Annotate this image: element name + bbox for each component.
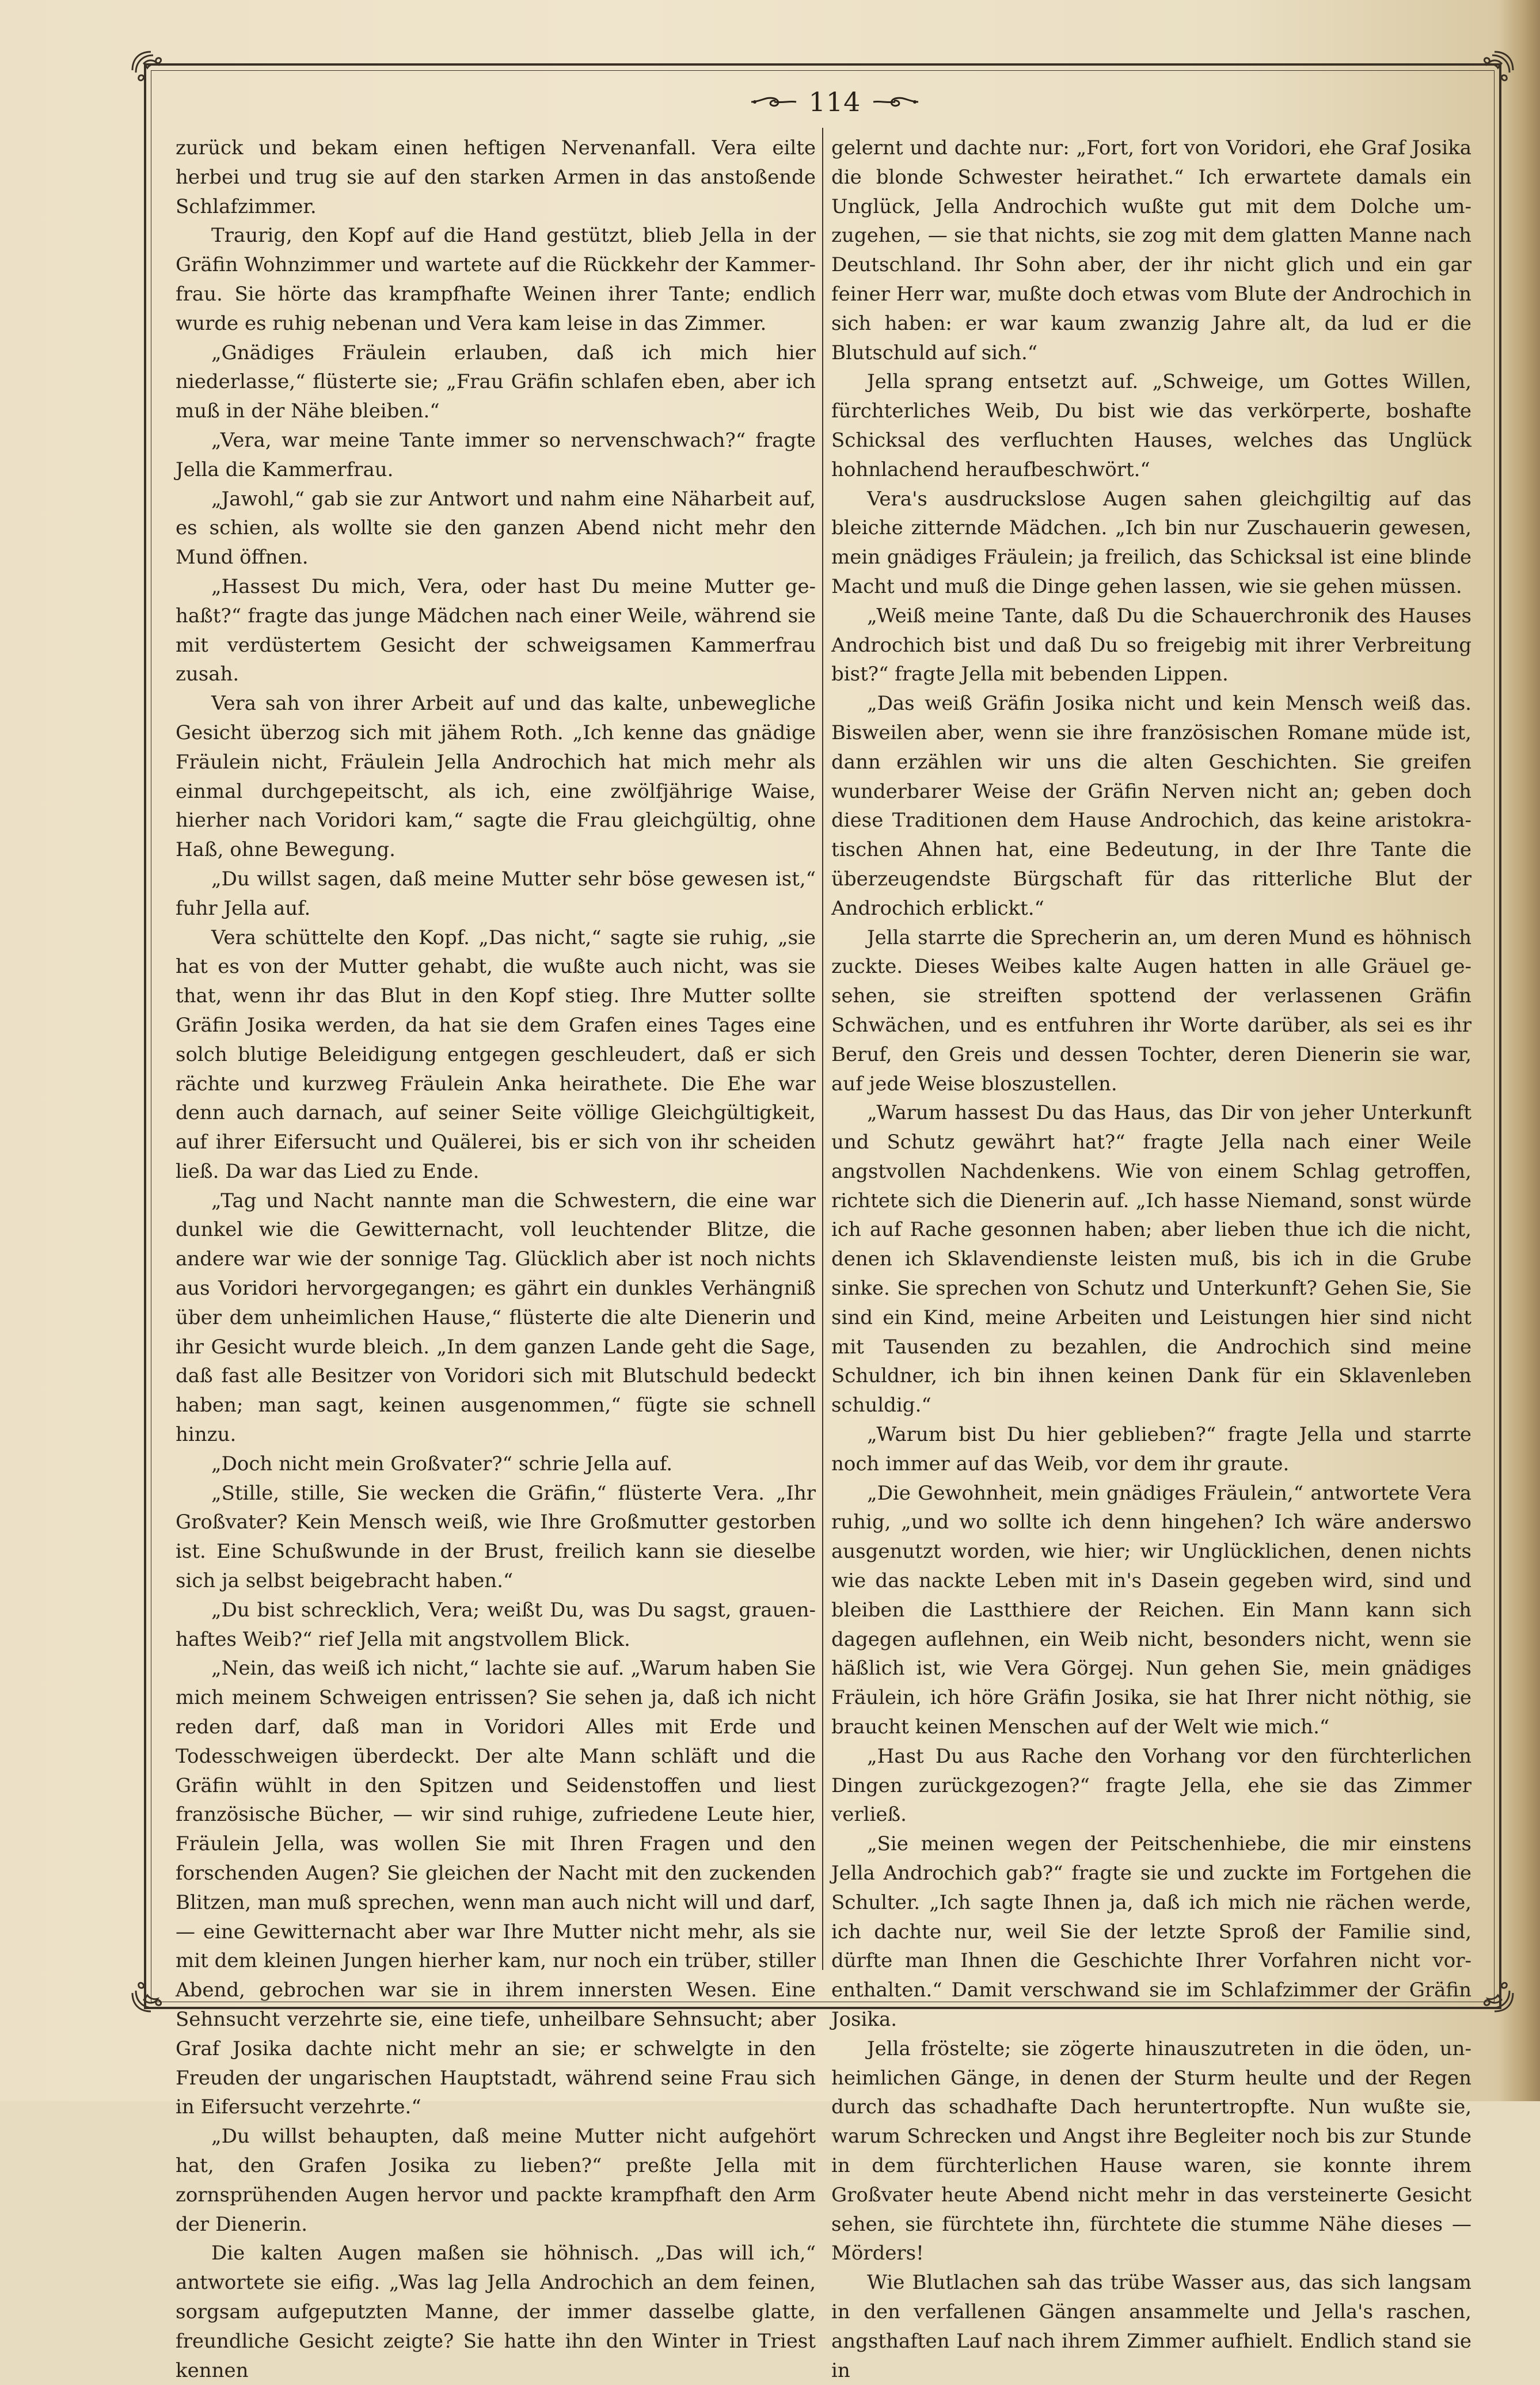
paragraph: Jella starrte die Sprecherin an, um deren Mund es höhnisch zuckte. Dieses Weibes kalte Augen hatten in alle Gräuel gesehen, sie streiften spottend der verlassenen Gräfin Schwächen, und es entfuhren ihr Worte darüber, als sei es ihr Beruf, den Greis und dessen Tochter, deren Dienerin sie war, auf jede Weise bloszustellen. — [831, 926, 1471, 1095]
right-column — [831, 134, 1471, 2382]
paragraph: Jella sprang entsetzt auf. „Schweige, um Gottes Willen, fürchterliches Weib, Du bist wie das verkörperte, boshafte Schicksal des verfluchten Hauses, welches das Unglück hohnlachend heraufbeschwört.“ — [831, 370, 1471, 481]
corner-ornament-icon — [128, 1976, 168, 2016]
paragraph: Die kalten Augen maßen sie höhnisch. „Das will ich,“ antwortete sie eifig. „Was lag Jella Androchich an dem feinen, sorgsam aufgeputzten Manne, der immer dasselbe glatte, freundliche Gesicht zeigte? Sie hatte ihn den Winter in Triest kennen — [176, 2242, 816, 2382]
flourish-left-icon — [749, 90, 798, 113]
paragraph: Wie Blutlachen sah das trübe Wasser aus, das sich langsam in den verfallenen Gängen ansammelte und Jella's raschen, angsthaften Lauf nach ihrem Zimmer aufhielt. Endlich stand sie in — [831, 2271, 1471, 2382]
paragraph: „Du willst behaupten, daß meine Mutter nicht aufgehört hat, den Grafen Josika zu lieben?“ preßte Jella mit zornsprühenden Augen hervor und packte krampfhaft den Arm der Dienerin. — [176, 2125, 816, 2236]
paragraph: „Weiß meine Tante, daß Du die Schauerchronik des Hauses Androchich bist und daß Du so freigebig mit ihrer Verbreitung bist?“ fragte Jella mit bebenden Lippen. — [831, 604, 1471, 686]
paragraph: „Das weiß Gräfin Josika nicht und kein Mensch weiß das. Bisweilen aber, wenn sie ihre französischen Romane müde ist, dann erzählen wir uns die alten Geschichten. Sie greifen wunderbarer Weise der Gräfin Nerven nicht an; geben doch diese Traditionen dem Hause Androchich, das keine aristokratischen Ahnen hat, eine Bedeutung, in der Ihre Tante die überzeugendste Bürgschaft für das ritterliche Blut der Androchich erblickt.“ — [831, 692, 1471, 920]
paragraph: „Gnädiges Fräulein erlauben, daß ich mich hier niederlasse,“ flüsterte sie; „Frau Gräfin schlafen eben, aber ich muß in der Nähe bleiben.“ — [176, 341, 816, 423]
paragraph: Jella fröstelte; sie zögerte hinauszutreten in die öden, unheimlichen Gänge, in denen der Sturm heulte und der Regen durch das schadhafte Dach heruntertropfte. Nun wußte sie, warum Schrecken und Angst ihre Begleiter noch bis zur Stunde in dem fürchterlichen Hause waren, sie konnte ihrem Großvater heute Abend nicht mehr in das versteinerte Gesicht sehen, sie fürchtete ihn, fürchtete die stumme Nähe dieses — Mörders! — [831, 2037, 1471, 2265]
left-column — [176, 134, 816, 2382]
page-number: 114 — [808, 86, 861, 117]
page-edge-shadow — [1500, 0, 1540, 2101]
paragraph: Vera schüttelte den Kopf. „Das nicht,“ sagte sie ruhig, „sie hat es von der Mutter gehabt, die wußte auch nicht, was sie that, wenn ihr das Blut in den Kopf stieg. Ihre Mutter sollte Gräfin Josika werden, da hat sie dem Grafen eines Tages eine solch blutige Beleidigung entgegen geschleudert, daß er sich rächte und kurzweg Fräulein Anka heirathete. Die Ehe war denn auch darnach, auf seiner Seite völlige Gleichgültigkeit, auf ihrer Eifersucht und Quälerei, bis er sich von ihr scheiden ließ. Da war das Lied zu Ende. — [176, 926, 816, 1183]
corner-ornament-icon — [1477, 47, 1518, 88]
paragraph: „Du willst sagen, daß meine Mutter sehr böse gewesen ist,“ fuhr Jella auf. — [176, 867, 816, 920]
paragraph: „Hast Du aus Rache den Vorhang vor den fürchterlichen Dingen zurückgezogen?“ fragte Jella, ehe sie das Zimmer verließ. — [831, 1744, 1471, 1827]
paragraph: „Vera, war meine Tante immer so nervenschwach?“ fragte Jella die Kammerfrau. — [176, 428, 816, 481]
paragraph: „Sie meinen wegen der Peitschenhiebe, die mir einstens Jella Androchich gab?“ fragte sie und zuckte im Fortgehen die Schulter. „Ich sagte Ihnen ja, daß ich mich nie rächen werde, ich dachte nur, weil Sie der letzte Sproß der Familie sind, dürfte man Ihnen die Geschichte Ihrer Vorfahren nicht vorenthalten.“ Damit verschwand sie im Schlafzimmer der Gräfin Josika. — [831, 1832, 1471, 2031]
paragraph: „Tag und Nacht nannte man die Schwestern, die eine war dunkel wie die Gewitternacht, voll leuchtender Blitze, die andere war wie der sonnige Tag. Glücklich aber ist noch nichts aus Voridori hervorgegangen; es gährt ein dunkles Verhängniß über dem unheimlichen Hause,“ flüsterte die alte Dienerin und ihr Gesicht wurde bleich. „In dem ganzen Lande geht die Sage, daß fast alle Besitzer von Voridori sich mit Blutschuld bedeckt haben; man sagt, keinen ausgenommen,“ fügte sie schnell hinzu. — [176, 1189, 816, 1447]
paragraph: Vera's ausdruckslose Augen sahen gleichgiltig auf das bleiche zitternde Mädchen. „Ich bin nur Zuschauerin gewesen, mein gnädiges Fräulein; ja freilich, das Schicksal ist eine blinde Macht und muß die Dinge gehen lassen, wie sie gehen müssen. — [831, 487, 1471, 598]
corner-ornament-icon — [128, 47, 168, 88]
paragraph: Vera sah von ihrer Arbeit auf und das kalte, unbewegliche Gesicht überzog sich mit jähem Roth. „Ich kenne das gnädige Fräulein nicht, Fräulein Jella Androchich hat mich mehr als einmal durchgepeitscht, als ich, eine zwölfjährige Waise, hierher nach Voridori kam,“ sagte die Frau gleichgültig, ohne Haß, ohne Bewegung. — [176, 692, 816, 862]
paragraph: „Warum hassest Du das Haus, das Dir von jeher Unterkunft und Schutz gewährt hat?“ fragte Jella nach einer Weile angstvollen Nachdenkens. Wie von einem Schlag getroffen, richtete sich die Dienerin auf. „Ich hasse Niemand, sonst würde ich auf Rache gesonnen haben; aber lieben thue ich die nicht, denen ich Sklavendienste leisten muß, bis ich in die Grube sinke. Sie sprechen von Schutz und Unterkunft? Gehen Sie, Sie sind ein Kind, meine Arbeiten und Leistungen hier sind nicht mit Tausenden zu bezahlen, die Androchich sind meine Schuldner, ich bin ihnen keinen Dank für ein Sklavenleben schuldig.“ — [831, 1101, 1471, 1417]
paragraph: „Hassest Du mich, Vera, oder hast Du meine Mutter gehaßt?“ fragte das junge Mädchen nach einer Weile, während sie mit verdüstertem Gesicht der schweigsamen Kammerfrau zusah. — [176, 575, 816, 686]
paragraph: „Doch nicht mein Großvater?“ schrie Jella auf. — [211, 1452, 673, 1475]
page-header — [720, 82, 950, 122]
paragraph: „Stille, stille, Sie wecken die Gräfin,“ flüsterte Vera. „Ihr Großvater? Kein Mensch weiß, wie Ihre Großmutter gestorben ist. Eine Schußwunde in der Brust, freilich kann sie dieselbe sich ja selbst beigebracht haben.“ — [176, 1481, 816, 1593]
paragraph: Traurig, den Kopf auf die Hand gestützt, blieb Jella in der Gräfin Wohnzimmer und wartete auf die Rückkehr der Kammerfrau. Sie hörte das krampfhafte Weinen ihrer Tante; endlich wurde es ruhig nebenan und Vera kam leise in das Zimmer. — [176, 224, 816, 335]
corner-ornament-icon — [1477, 1976, 1518, 2016]
paragraph: „Jawohl,“ gab sie zur Antwort und nahm eine Näharbeit auf, es schien, als wollte sie den ganzen Abend nicht mehr den Mund öffnen. — [176, 487, 816, 569]
column-divider — [822, 128, 823, 1970]
paragraph: zurück und bekam einen heftigen Nervenanfall. Vera eilte herbei und trug sie auf den starken Armen in das anstoßende Schlafzimmer. — [176, 136, 816, 218]
paragraph: „Warum bist Du hier geblieben?“ fragte Jella und starrte noch immer auf das Weib, vor dem ihr graute. — [831, 1423, 1471, 1475]
paragraph: „Die Gewohnheit, mein gnädiges Fräulein,“ antwortete Vera ruhig, „und wo sollte ich denn hingehen? Ich wäre anderswo ausgenutzt worden, wie hier; wir Unglücklichen, denen nichts wie das nackte Leben mit in's Dasein gegeben wird, sind und bleiben die Lastthiere der Reichen. Ein Mann kann sich dagegen auflehnen, ein Weib nicht, besonders nicht, wenn sie häßlich ist, wie Vera Görgej. Nun gehen Sie, mein gnädiges Fräulein, ich höre Gräfin Josika, sie hat Ihrer nicht nöthig, sie braucht keinen Menschen auf der Welt wie mich.“ — [831, 1481, 1471, 1739]
paragraph: gelernt und dachte nur: „Fort, fort von Voridori, ehe Graf Josika die blonde Schwester heirathet.“ Ich erwartete damals ein Unglück, Jella Androchich wußte gut mit dem Dolche umzugehen, — sie that nichts, sie zog mit dem glatten Manne nach Deutschland. Ihr Sohn aber, der ihr nicht glich und ein gar feiner Herr war, mußte doch etwas vom Blute der Androchich in sich haben: er war kaum zwanzig Jahre alt, da lud er die Blutschuld auf sich.“ — [831, 136, 1471, 364]
paragraph: „Du bist schrecklich, Vera; weißt Du, was Du sagst, grauenhaftes Weib?“ rief Jella mit angstvollem Blick. — [176, 1598, 816, 1651]
flourish-right-icon — [871, 90, 921, 113]
paragraph: „Nein, das weiß ich nicht,“ lachte sie auf. „Warum haben Sie mich meinem Schweigen entrissen? Sie sehen ja, daß ich nicht reden darf, daß man in Voridori Alles mit Erde und Todesschweigen überdeckt. Der alte Mann schläft und die Gräfin wühlt in den Spitzen und Seidenstoffen und liest französische Bücher, — wir sind ruhige, zufriedene Leute hier, Fräulein Jella, was wollen Sie mit Ihren Fragen und den forschenden Augen? Sie gleichen der Nacht mit den zuckenden Blitzen, man muß sprechen, wenn man auch nicht will und darf, — eine Gewitternacht aber war Ihre Mutter nicht mehr, als sie mit dem kleinen Jungen hierher kam, nur noch ein trüber, stiller Abend, gebrochen war sie in ihrem innersten Wesen. Eine Sehnsucht verzehrte sie, eine tiefe, unheilbare Sehnsucht; aber Graf Josika dachte nicht mehr an sie; er schwelgte in den Freuden der ungarischen Hauptstadt, während seine Frau sich in Eifersucht verzehrte.“ — [176, 1657, 816, 2119]
